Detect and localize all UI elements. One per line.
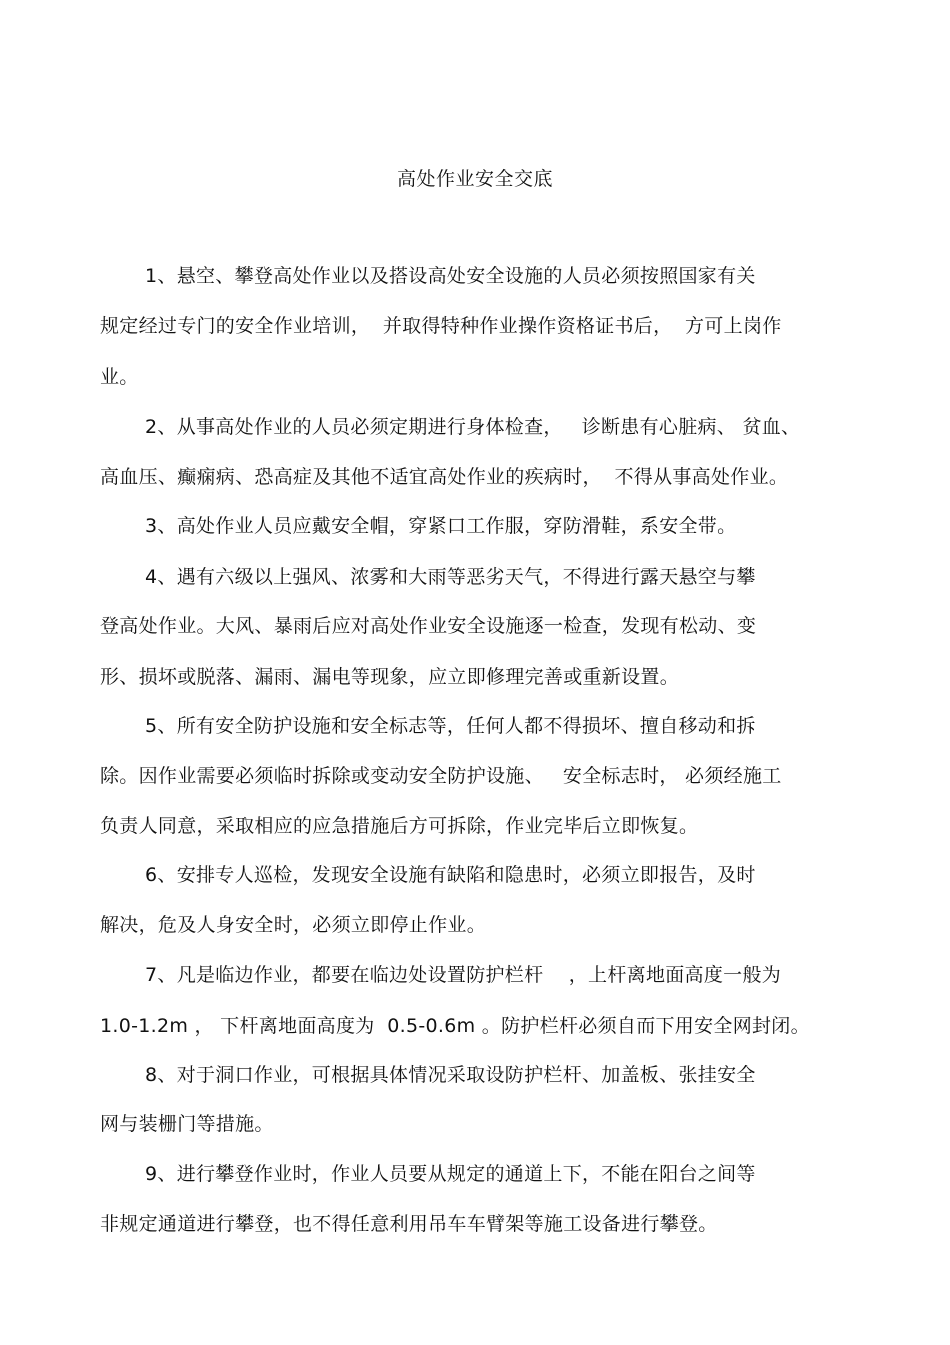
paragraph-1-line-3: 业。 [100,366,139,388]
paragraph-4-line-3: 形、损坏或脱落、漏雨、漏电等现象，应立即修理完善或重新设置。 [100,666,680,688]
paragraph-7-line-1: 7、凡是临边作业，都要在临边处设置防护栏杆 ，上杆离地面高度一般为 [145,964,782,986]
paragraph-5-line-2: 除。因作业需要必须临时拆除或变动安全防护设施、 安全标志时， 必须经施工 [100,765,782,787]
paragraph-1-line-2: 规定经过专门的安全作业培训， 并取得特种作业操作资格证书后， 方可上岗作 [100,315,782,337]
paragraph-2-line-1: 2、从事高处作业的人员必须定期进行身体检查， 诊断患有心脏病、 贫血、 [145,416,801,438]
paragraph-9-line-1: 9、进行攀登作业时，作业人员要从规定的通道上下，不能在阳台之间等 [145,1163,756,1185]
document-title: 高处作业安全交底 [396,168,553,190]
paragraph-3-line-1: 3、高处作业人员应戴安全帽，穿紧口工作服，穿防滑鞋，系安全带。 [145,515,737,537]
paragraph-4-line-2: 登高处作业。大风、暴雨后应对高处作业安全设施逐一检查，发现有松动、变 [100,615,757,637]
paragraph-7-line-2: 1.0-1.2m ， 下杆离地面高度为 0.5-0.6m 。防护栏杆必须自而下用安全网封闭。 [100,1015,810,1037]
paragraph-5-line-1: 5、所有安全防护设施和安全标志等，任何人都不得损坏、擅自移动和拆 [145,715,756,737]
paragraph-9-line-2: 非规定通道进行攀登，也不得任意利用吊车车臂架等施工设备进行攀登。 [100,1213,718,1235]
paragraph-4-line-1: 4、遇有六级以上强风、浓雾和大雨等恶劣天气，不得进行露天悬空与攀 [145,566,756,588]
paragraph-6-line-1: 6、安排专人巡检，发现安全设施有缺陷和隐患时，必须立即报告，及时 [145,864,756,886]
paragraph-1-line-1: 1、悬空、攀登高处作业以及搭设高处安全设施的人员必须按照国家有关 [145,265,756,287]
paragraph-5-line-3: 负责人同意，采取相应的应急措施后方可拆除，作业完毕后立即恢复。 [100,815,699,837]
paragraph-6-line-2: 解决，危及人身安全时，必须立即停止作业。 [100,914,487,936]
paragraph-8-line-1: 8、对于洞口作业，可根据具体情况采取设防护栏杆、加盖板、张挂安全 [145,1064,756,1086]
paragraph-8-line-2: 网与装栅门等措施。 [100,1113,274,1135]
paragraph-2-line-2: 高血压、癫痫病、恐高症及其他不适宜高处作业的疾病时， 不得从事高处作业。 [100,466,789,488]
